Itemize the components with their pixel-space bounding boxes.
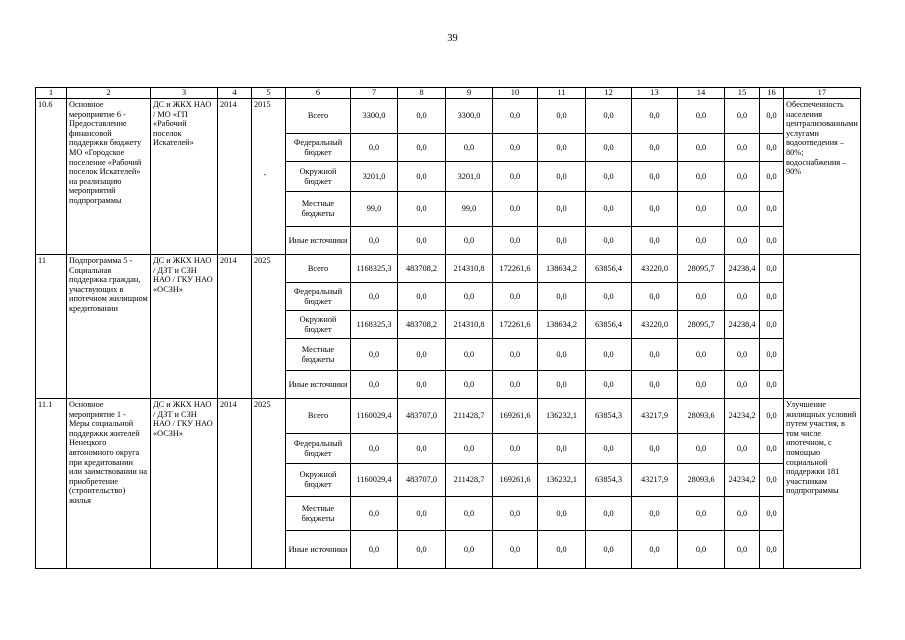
value-cell: 0,0	[632, 497, 678, 531]
value-cell: 63854,3	[586, 464, 632, 497]
value-cell: 0,0	[493, 99, 538, 134]
value-cell: 0,0	[586, 283, 632, 311]
value-cell: 0,0	[446, 283, 493, 311]
column-number-9: 9	[446, 88, 493, 99]
program-table	[35, 87, 861, 569]
column-number-11: 11	[538, 88, 586, 99]
value-cell: 483707,0	[398, 399, 446, 434]
value-cell: 0,0	[493, 134, 538, 162]
value-cell: 138634,2	[538, 311, 586, 339]
column-number-12: 12	[586, 88, 632, 99]
value-cell: 0,0	[632, 134, 678, 162]
value-cell: 0,0	[398, 99, 446, 134]
column-number-4: 4	[218, 88, 252, 99]
funding-source: Федеральный бюджет	[286, 434, 351, 464]
value-cell: 0,0	[725, 99, 760, 134]
value-cell: 214310,8	[446, 255, 493, 283]
column-number-3: 3	[151, 88, 218, 99]
value-cell: 0,0	[538, 162, 586, 192]
value-cell: 0,0	[398, 371, 446, 399]
value-cell: 0,0	[538, 283, 586, 311]
value-cell: 63856,4	[586, 255, 632, 283]
value-cell: 0,0	[586, 192, 632, 227]
value-cell: 0,0	[760, 371, 784, 399]
value-cell: 43220,0	[632, 311, 678, 339]
value-cell: 3201,0	[446, 162, 493, 192]
value-cell: 169261,6	[493, 464, 538, 497]
column-number-13: 13	[632, 88, 678, 99]
column-number-1: 1	[36, 88, 67, 99]
start-year: 2014	[218, 99, 252, 255]
value-cell: 43217,9	[632, 399, 678, 434]
value-cell: 0,0	[586, 371, 632, 399]
start-year: 2014	[218, 255, 252, 399]
value-cell: 0,0	[725, 192, 760, 227]
value-cell: 0,0	[538, 434, 586, 464]
value-cell: 1168325,3	[351, 255, 398, 283]
value-cell: 0,0	[678, 162, 725, 192]
value-cell: 0,0	[678, 531, 725, 569]
value-cell: 0,0	[398, 531, 446, 569]
value-cell: 169261,6	[493, 399, 538, 434]
value-cell: 211428,7	[446, 399, 493, 434]
value-cell: 0,0	[446, 434, 493, 464]
row-number: 10.6	[36, 99, 67, 255]
value-cell: 0,0	[678, 339, 725, 371]
value-cell: 0,0	[678, 371, 725, 399]
column-number-5: 5	[252, 88, 286, 99]
value-cell: 0,0	[493, 371, 538, 399]
value-cell: 0,0	[632, 434, 678, 464]
funding-source: Иные источники	[286, 531, 351, 569]
activity-name: Подпрограмма 5 - Социальная поддержка граждан, участвующих в ипотечном жилищном кредитовании	[67, 255, 151, 399]
value-cell: 0,0	[493, 227, 538, 255]
value-cell: 28093,6	[678, 399, 725, 434]
column-number-6: 6	[286, 88, 351, 99]
executor: ДС и ЖКХ НАО / ДЗТ и СЗН НАО / ГКУ НАО «ОСЗН»	[151, 399, 218, 569]
value-cell: 0,0	[632, 99, 678, 134]
value-cell: 3300,0	[351, 99, 398, 134]
value-cell: 0,0	[725, 134, 760, 162]
value-cell: 0,0	[760, 192, 784, 227]
value-cell: 0,0	[632, 162, 678, 192]
value-cell: 483708,2	[398, 255, 446, 283]
value-cell: 0,0	[760, 311, 784, 339]
column-number-14: 14	[678, 88, 725, 99]
activity-name: Основное мероприятие 1 - Меры социальной поддержки жителей Ненецкого автономного округа при кредитовании или заимствовании на приобретение (строительство) жилья	[67, 399, 151, 569]
value-cell: 0,0	[760, 339, 784, 371]
value-cell: 0,0	[493, 531, 538, 569]
value-cell: 3300,0	[446, 99, 493, 134]
value-cell: 0,0	[351, 434, 398, 464]
value-cell: 3201,0	[351, 162, 398, 192]
value-cell: 99,0	[446, 192, 493, 227]
value-cell: 136232,1	[538, 464, 586, 497]
value-cell: 0,0	[725, 227, 760, 255]
value-cell: 0,0	[398, 162, 446, 192]
value-cell: 0,0	[725, 339, 760, 371]
value-cell: 0,0	[632, 339, 678, 371]
value-cell: 0,0	[586, 531, 632, 569]
value-cell: 483708,2	[398, 311, 446, 339]
value-cell: 0,0	[538, 531, 586, 569]
value-cell: 0,0	[493, 192, 538, 227]
funding-source: - Окружной бюджет	[286, 162, 351, 192]
value-cell: 0,0	[351, 227, 398, 255]
value-cell: 0,0	[632, 192, 678, 227]
row-number: 11.1	[36, 399, 67, 569]
value-cell: 0,0	[760, 399, 784, 434]
value-cell: 0,0	[760, 162, 784, 192]
value-cell: 0,0	[538, 339, 586, 371]
value-cell: 99,0	[351, 192, 398, 227]
header-row	[36, 88, 861, 99]
value-cell: 483707,0	[398, 464, 446, 497]
value-cell: 0,0	[446, 134, 493, 162]
value-cell: 0,0	[398, 283, 446, 311]
value-cell: 0,0	[586, 434, 632, 464]
funding-source: Иные источники	[286, 227, 351, 255]
value-cell: 0,0	[760, 227, 784, 255]
expected-result: Улучшение жилищных условий путем участия, в том числе ипотечном, с помощью социальной поддержки 181 участникам подпрограммы	[784, 399, 861, 569]
value-cell: 0,0	[351, 134, 398, 162]
value-cell: 0,0	[351, 371, 398, 399]
value-cell: 214310,8	[446, 311, 493, 339]
value-cell: 0,0	[632, 283, 678, 311]
value-cell: 0,0	[538, 371, 586, 399]
value-cell: 0,0	[398, 227, 446, 255]
funding-source: Окружной бюджет	[286, 464, 351, 497]
value-cell: 0,0	[678, 283, 725, 311]
funding-source: Всего	[286, 399, 351, 434]
value-cell: 0,0	[586, 497, 632, 531]
funding-source: Окружной бюджет	[286, 311, 351, 339]
end-year: 2025	[252, 399, 286, 569]
column-number-15: 15	[725, 88, 760, 99]
value-cell: 0,0	[760, 531, 784, 569]
value-cell: 0,0	[760, 99, 784, 134]
value-cell: 0,0	[446, 339, 493, 371]
value-cell: 0,0	[493, 339, 538, 371]
value-cell: 0,0	[586, 162, 632, 192]
value-cell: 0,0	[760, 434, 784, 464]
value-cell: 0,0	[586, 134, 632, 162]
value-cell: 24234,2	[725, 399, 760, 434]
value-cell: 0,0	[760, 255, 784, 283]
page-number: 39	[447, 33, 458, 44]
expected-result	[784, 255, 861, 399]
value-cell: 0,0	[446, 531, 493, 569]
value-cell: 28095,7	[678, 311, 725, 339]
value-cell: 24238,4	[725, 311, 760, 339]
value-cell: 0,0	[725, 283, 760, 311]
value-cell: 28095,7	[678, 255, 725, 283]
column-number-8: 8	[398, 88, 446, 99]
column-number-2: 2	[67, 88, 151, 99]
value-cell: 0,0	[493, 497, 538, 531]
value-cell: 0,0	[725, 497, 760, 531]
value-cell: 0,0	[351, 283, 398, 311]
value-cell: 0,0	[493, 283, 538, 311]
value-cell: 0,0	[446, 227, 493, 255]
funding-source-label: Окружной бюджет	[299, 166, 337, 186]
end-year: 2025	[252, 255, 286, 399]
value-cell: 0,0	[678, 227, 725, 255]
end-year: 2015	[252, 99, 286, 255]
row-number: 11	[36, 255, 67, 399]
value-cell: 0,0	[398, 134, 446, 162]
value-cell: 0,0	[632, 371, 678, 399]
value-cell: 1168325,3	[351, 311, 398, 339]
value-cell: 0,0	[398, 192, 446, 227]
value-cell: 0,0	[351, 531, 398, 569]
value-cell: 0,0	[586, 339, 632, 371]
value-cell: 0,0	[725, 162, 760, 192]
value-cell: 0,0	[678, 192, 725, 227]
funding-source: Всего	[286, 99, 351, 134]
value-cell: 43220,0	[632, 255, 678, 283]
value-cell: 0,0	[760, 134, 784, 162]
value-cell: 0,0	[725, 531, 760, 569]
value-cell: 0,0	[493, 434, 538, 464]
value-cell: 0,0	[351, 339, 398, 371]
value-cell: 0,0	[586, 99, 632, 134]
value-cell: 0,0	[725, 371, 760, 399]
column-number-7: 7	[351, 88, 398, 99]
executor: ДС и ЖКХ НАО / МО «ГП «Рабочий поселок Искателей»	[151, 99, 218, 255]
funding-source: Местные бюджеты	[286, 192, 351, 227]
value-cell: 0,0	[760, 464, 784, 497]
funding-source: Иные источники	[286, 371, 351, 399]
value-cell: 0,0	[632, 227, 678, 255]
value-cell: 0,0	[760, 497, 784, 531]
table-row	[36, 399, 861, 434]
value-cell: 43217,9	[632, 464, 678, 497]
value-cell: 1160029,4	[351, 399, 398, 434]
value-cell: 0,0	[493, 162, 538, 192]
value-cell: 0,0	[538, 497, 586, 531]
value-cell: 0,0	[538, 192, 586, 227]
executor: ДС и ЖКХ НАО / ДЗТ и СЗН НАО / ГКУ НАО «ОСЗН»	[151, 255, 218, 399]
funding-source: Местные бюджеты	[286, 339, 351, 371]
funding-source: Федеральный бюджет	[286, 134, 351, 162]
value-cell: 0,0	[725, 434, 760, 464]
value-cell: 0,0	[678, 134, 725, 162]
value-cell: 1160029,4	[351, 464, 398, 497]
value-cell: 0,0	[632, 531, 678, 569]
column-number-17: 17	[784, 88, 861, 99]
value-cell: 0,0	[398, 497, 446, 531]
value-cell: 0,0	[538, 99, 586, 134]
value-cell: 0,0	[351, 497, 398, 531]
funding-source: Всего	[286, 255, 351, 283]
value-cell: 24234,2	[725, 464, 760, 497]
value-cell: 0,0	[446, 371, 493, 399]
table-row	[36, 255, 861, 283]
value-cell: 0,0	[398, 434, 446, 464]
value-cell: 24238,4	[725, 255, 760, 283]
value-cell: 0,0	[586, 227, 632, 255]
value-cell: 211428,7	[446, 464, 493, 497]
value-cell: 138634,2	[538, 255, 586, 283]
value-cell: 0,0	[446, 497, 493, 531]
start-year: 2014	[218, 399, 252, 569]
value-cell: 172261,6	[493, 255, 538, 283]
value-cell: 0,0	[678, 497, 725, 531]
value-cell: 0,0	[398, 339, 446, 371]
value-cell: 28093,6	[678, 464, 725, 497]
column-number-16: 16	[760, 88, 784, 99]
value-cell: 63854,3	[586, 399, 632, 434]
value-cell: 0,0	[678, 99, 725, 134]
table-row	[36, 99, 861, 134]
value-cell: 63856,4	[586, 311, 632, 339]
funding-source: Местные бюджеты	[286, 497, 351, 531]
value-cell: 0,0	[760, 283, 784, 311]
value-cell: 0,0	[538, 227, 586, 255]
activity-name: Основное мероприятие 6 - Предоставление финансовой поддержки бюджету МО «Городское поселение «Рабочий поселок Искателей» на реализацию мероприятий подпрограммы	[67, 99, 151, 255]
value-cell: 0,0	[678, 434, 725, 464]
funding-source: Федеральный бюджет	[286, 283, 351, 311]
column-number-10: 10	[493, 88, 538, 99]
value-cell: 172261,6	[493, 311, 538, 339]
expected-result: Обеспеченность населения централизованными услугами водоотведения – 80%; водоснабжения – 90%	[784, 99, 861, 255]
value-cell: 136232,1	[538, 399, 586, 434]
value-cell: 0,0	[538, 134, 586, 162]
